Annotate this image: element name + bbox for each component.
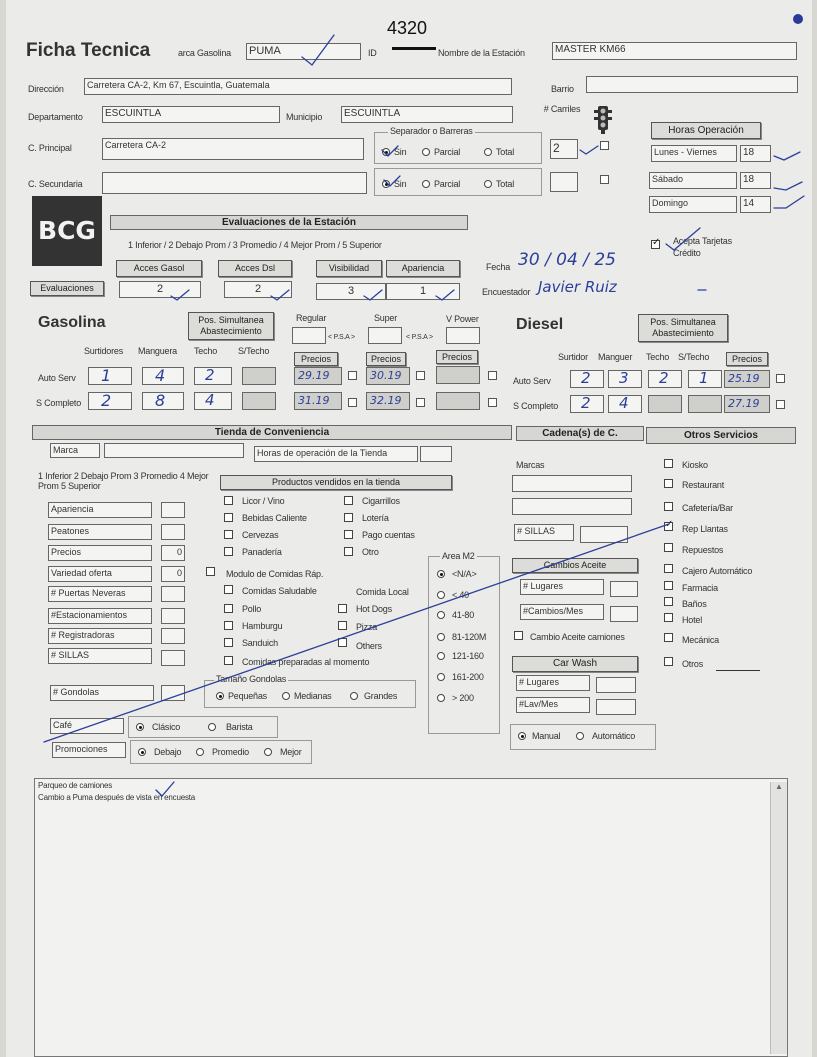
marca-field[interactable]: PUMA (246, 43, 361, 60)
tienda-field-precios-value[interactable]: 0 (161, 545, 185, 561)
check-marca (302, 35, 334, 65)
diesel-auto-techo-value: 2 (659, 369, 669, 387)
prod-cigarrillos-label: Cigarrillos (362, 496, 400, 506)
gas-completo-regular-value: 31.19 (298, 394, 330, 407)
horas-domingo-value[interactable]: 14 (740, 196, 771, 213)
check-eval-1 (171, 290, 189, 300)
horas-sabado-value[interactable]: 18 (740, 172, 771, 189)
gondola-grandes-label: Grandes (364, 691, 398, 701)
otros-repuestos-label: Repuestos (682, 545, 724, 555)
id-label: ID (368, 48, 377, 58)
otros-cajero-label: Cajero Automático (682, 566, 753, 576)
tienda-field-peatones: Peatones (48, 524, 152, 540)
horas-sabado-label: Sábado (649, 172, 737, 189)
document-number: 4320 (387, 18, 428, 38)
area-na-label: <N/A> (452, 569, 477, 579)
area-121-160-label: 121-160 (452, 651, 484, 661)
gasolina-pos-label: Pos. Simultanea Abastecimiento (198, 315, 264, 336)
prod-loteria-label: Lotería (362, 513, 389, 523)
bcg-logo: BCG (32, 196, 102, 266)
sep1-parcial-label: Parcial (434, 147, 461, 157)
surtidores-col: Surtidores (84, 346, 124, 356)
c-principal-field[interactable]: Carretera CA-2 (102, 138, 364, 160)
c-principal-label: C. Principal (28, 143, 72, 153)
encuestador-value[interactable]: Javier Ruiz (538, 278, 617, 296)
prod-otro-label: Otro (362, 547, 379, 557)
marca-label: arca Gasolina (178, 48, 231, 58)
tienda-field-registradoras: # Registradoras (48, 628, 152, 644)
otros-banos-label: Baños (682, 599, 707, 609)
manguer-col: Manguer (598, 352, 633, 362)
cafe-barista-label: Barista (226, 722, 253, 732)
prod-bebidas-label: Bebidas Caliente (242, 513, 307, 523)
cambios-aceite-button[interactable]: Cambios Aceite (512, 558, 638, 573)
tienda-field-estacionamientos: #Estacionamientos (48, 608, 152, 624)
check-carriles (580, 146, 598, 154)
carwash-manual-label: Manual (532, 731, 561, 741)
check-eval-3 (364, 290, 382, 300)
gas-auto-super-value: 30.19 (370, 369, 402, 382)
carriles-principal-field[interactable]: 2 (550, 139, 578, 159)
scroll-up-icon[interactable]: ▲ (775, 782, 783, 791)
cambio-camiones-label: Cambio Aceite camiones (530, 632, 625, 642)
modulo-comidas-label: Modulo de Comidas Ráp. (226, 569, 324, 579)
comida-preparadas-label: Comidas preparadas al momento (242, 657, 370, 667)
check-notes (156, 782, 174, 796)
c-secundaria-label: C. Secundaria (28, 179, 83, 189)
check-sep2 (384, 176, 400, 186)
eval-acces-gasol-value[interactable]: 2 (119, 281, 201, 298)
tienda-field-variedad: Variedad oferta (48, 566, 152, 582)
gas-auto-regular-value: 29.19 (298, 369, 330, 382)
carwash-automatico-label: Automático (592, 731, 636, 741)
promo-mejor-label: Mejor (280, 747, 302, 757)
regular-precios-button[interactable]: Precios (294, 352, 338, 366)
fecha-label: Fecha (486, 262, 511, 272)
gondola-medianas-label: Medianas (294, 691, 332, 701)
evaluaciones-scale: 1 Inferior / 2 Debajo Prom / 3 Promedio / 4 Mejor Prom / 5 Superior (128, 240, 382, 250)
stecho-col: S/Techo (238, 346, 270, 356)
prod-panaderia-label: Panadería (242, 547, 282, 557)
tienda-marca-label: Marca (50, 443, 100, 458)
diesel-auto-stecho-value: 1 (699, 369, 709, 387)
area-161-200-label: 161-200 (452, 672, 484, 682)
otros-mecanica-label: Mecánica (682, 635, 719, 645)
tienda-horas-label: Horas de operación de la Tienda (254, 446, 418, 462)
productos-vendidos-button[interactable]: Productos vendidos en la tienda (220, 475, 452, 490)
check-eval-4 (436, 290, 454, 300)
vpower-label: V Power (446, 314, 479, 324)
fecha-value[interactable]: 30 / 04 / 25 (518, 250, 616, 270)
eval-apariencia-button[interactable]: Apariencia (386, 260, 460, 277)
regular-label: Regular (296, 313, 327, 323)
check-sep1 (382, 146, 398, 156)
notes-line-2: Cambio a Puma después de vista en encuesta (38, 793, 196, 802)
sep2-total-label: Total (496, 179, 515, 189)
cafe-label: Café (50, 718, 124, 734)
comida-hamburgu-label: Hamburgu (242, 621, 283, 631)
super-precios-button[interactable]: Precios (366, 352, 406, 366)
gas-auto-techo-value: 2 (205, 366, 215, 384)
municipio-field[interactable]: ESCUINTLA (341, 106, 513, 123)
otros-hotel-label: Hotel (682, 615, 703, 625)
cafe-clasico-label: Clásico (152, 722, 181, 732)
form-sheet (6, 0, 812, 1057)
tienda-scale-text: 1 Inferior 2 Debajo Prom 3 Promedio 4 Mejor Prom 5 Superior (38, 471, 209, 491)
comida-sanduich-label: Sanduich (242, 638, 278, 648)
sep1-total-label: Total (496, 147, 515, 157)
cadena-sillas-label: # SILLAS (514, 524, 574, 541)
manguera-col: Manguera (138, 346, 177, 356)
car-wash-button[interactable]: Car Wash (512, 656, 638, 672)
diesel-title: Diesel (516, 316, 564, 333)
psa-label-1: < P.S.A > (328, 334, 355, 341)
acepta-tarjetas-label: Acepta Tarjetas Crédito (673, 236, 732, 258)
eval-visibilidad-value[interactable]: 3 (316, 283, 386, 300)
horas-operacion-button[interactable]: Horas Operación (651, 122, 761, 139)
eval-acces-dsl-button[interactable]: Acces Dsl (218, 260, 292, 277)
area-m2-title: Area M2 (442, 551, 475, 561)
check-lunes (774, 152, 800, 160)
diesel-precios-button[interactable]: Precios (726, 352, 768, 366)
sep2-parcial-label: Parcial (434, 179, 461, 189)
surtidor-col: Surtidor (558, 352, 588, 362)
prod-pago-cuentas-label: Pago cuentas (362, 530, 415, 540)
super-label: Super (374, 313, 398, 323)
separador-label: Separador o Barreras (390, 126, 473, 136)
municipio-label: Municipio (286, 112, 323, 122)
comida-pizza-label: Pizza (356, 622, 378, 632)
evaluaciones-title: Evaluaciones de la Estación (110, 215, 468, 230)
gas-completo-label: S Completo (36, 398, 82, 408)
gas-auto-label: Auto Serv (38, 373, 76, 383)
gondola-pequenas-label: Pequeñas (228, 691, 267, 701)
techo-col: Techo (194, 346, 218, 356)
horas-domingo-label: Domingo (649, 196, 737, 213)
horas-lunes-value[interactable]: 18 (740, 145, 771, 162)
otros-kiosko-label: Kiosko (682, 460, 708, 470)
cadena-title: Cadena(s) de C. (516, 426, 644, 441)
encuestador-label: Encuestador (482, 287, 531, 297)
diesel-auto-surtidor-value: 2 (581, 369, 591, 387)
otros-restaurant-label: Restaurant (682, 480, 725, 490)
otros-otros-label: Otros (682, 659, 704, 669)
eval-acces-gasol-button[interactable]: Acces Gasol (116, 260, 202, 277)
gondolas-title: Tamaño Gondolas (216, 674, 287, 684)
otros-cafeteria-label: Cafetería/Bar (682, 503, 733, 513)
sep1-sin-label: Sin (394, 147, 407, 157)
tienda-field-apariencia: Apariencia (48, 502, 152, 518)
area-200-label: > 200 (452, 693, 474, 703)
gas-completo-manguera-value: 8 (155, 391, 166, 410)
check-sabado (774, 182, 802, 190)
vpower-precios-button[interactable]: Precios (436, 350, 478, 364)
promo-debajo-label: Debajo (154, 747, 182, 757)
direccion-field[interactable]: Carretera CA-2, Km 67, Escuintla, Guatemala (84, 78, 512, 95)
notes-line-1: Parqueo de camiones (38, 781, 113, 790)
check-domingo (774, 196, 804, 208)
eval-acces-dsl-value[interactable]: 2 (224, 281, 292, 298)
comida-pollo-label: Pollo (242, 604, 262, 614)
diesel-auto-precio-value: 25.19 (728, 372, 760, 385)
cadena-marcas-label: Marcas (516, 460, 545, 470)
gondolas-label: # Gondolas (50, 685, 154, 701)
diesel-pos-label: Pos. Simultanea Abastecimiento (650, 317, 716, 338)
eval-apariencia-value[interactable]: 1 (386, 283, 460, 300)
gas-auto-surtidores-value: 1 (101, 366, 112, 385)
departamento-label: Departamento (28, 112, 83, 122)
pen-marks (6, 0, 812, 1057)
check-tarjetas (666, 228, 700, 250)
otros-title: Otros Servicios (646, 427, 796, 444)
nombre-field[interactable]: MASTER KM66 (552, 42, 797, 60)
tienda-title: Tienda de Conveniencia (32, 425, 512, 440)
lav-mes-label: #Lav/Mes (516, 697, 590, 713)
evaluaciones-tab[interactable]: Evaluaciones (30, 281, 104, 296)
diesel-completo-surtidor-value: 2 (581, 394, 591, 412)
area-40-label: < 40 (452, 590, 469, 600)
sep2-sin-label: Sin (394, 179, 407, 189)
tienda-field-sillas: # SILLAS (48, 648, 152, 664)
direccion-label: Dirección (28, 84, 64, 94)
comida-others-label: Others (356, 641, 382, 651)
horas-lunes-label: Lunes - Viernes (651, 145, 737, 162)
gas-completo-super-value: 32.19 (370, 394, 402, 407)
nombre-label: Nombre de la Estación (438, 48, 525, 58)
gas-completo-techo-value: 4 (205, 391, 215, 409)
diesel-completo-manguer-value: 4 (619, 394, 629, 412)
form-title: Ficha Tecnica (26, 40, 151, 61)
diesel-auto-label: Auto Serv (513, 376, 551, 386)
promo-promedio-label: Promedio (212, 747, 249, 757)
comida-saludable-label: Comidas Saludable (242, 586, 317, 596)
diesel-completo-label: S Completo (513, 401, 559, 411)
gas-auto-manguera-value: 4 (155, 366, 166, 385)
area-41-80-label: 41-80 (452, 610, 475, 620)
comida-hotdogs-label: Hot Dogs (356, 604, 392, 614)
prod-licor-label: Licor / Vino (242, 496, 285, 506)
diesel-auto-manguer-value: 3 (619, 369, 629, 387)
otros-farmacia-label: Farmacia (682, 583, 718, 593)
cambios-lugares-label: # Lugares (520, 579, 604, 595)
diesel-stecho-col: S/Techo (678, 352, 710, 362)
diesel-techo-col: Techo (646, 352, 670, 362)
barrio-label: Barrio (551, 84, 574, 94)
comida-local-label: Comida Local (356, 587, 409, 597)
tienda-field-precios: Precios (48, 545, 152, 561)
promociones-label: Promociones (52, 742, 126, 758)
gas-completo-surtidores-value: 2 (101, 391, 112, 410)
tienda-field-variedad-value[interactable]: 0 (161, 566, 185, 582)
departamento-field[interactable]: ESCUINTLA (102, 106, 280, 123)
check-eval-2 (271, 290, 289, 300)
eval-visibilidad-button[interactable]: Visibilidad (316, 260, 382, 277)
diesel-completo-precio-value: 27.19 (728, 397, 760, 410)
carriles-label-text: # Carriles (543, 104, 581, 114)
cw-lugares-label: # Lugares (516, 675, 590, 691)
diagonal-strike (44, 524, 669, 742)
tienda-field-puertas: # Puertas Neveras (48, 586, 152, 602)
prod-cervezas-label: Cervezas (242, 530, 279, 540)
gasolina-title: Gasolina (38, 314, 106, 331)
cambios-mes-label: #Cambios/Mes (520, 604, 604, 620)
otros-rep-llantas-label: Rep Llantas (682, 524, 728, 534)
psa-label-2: < P.S.A > (406, 334, 433, 341)
area-81-120-label: 81-120M (452, 632, 487, 642)
